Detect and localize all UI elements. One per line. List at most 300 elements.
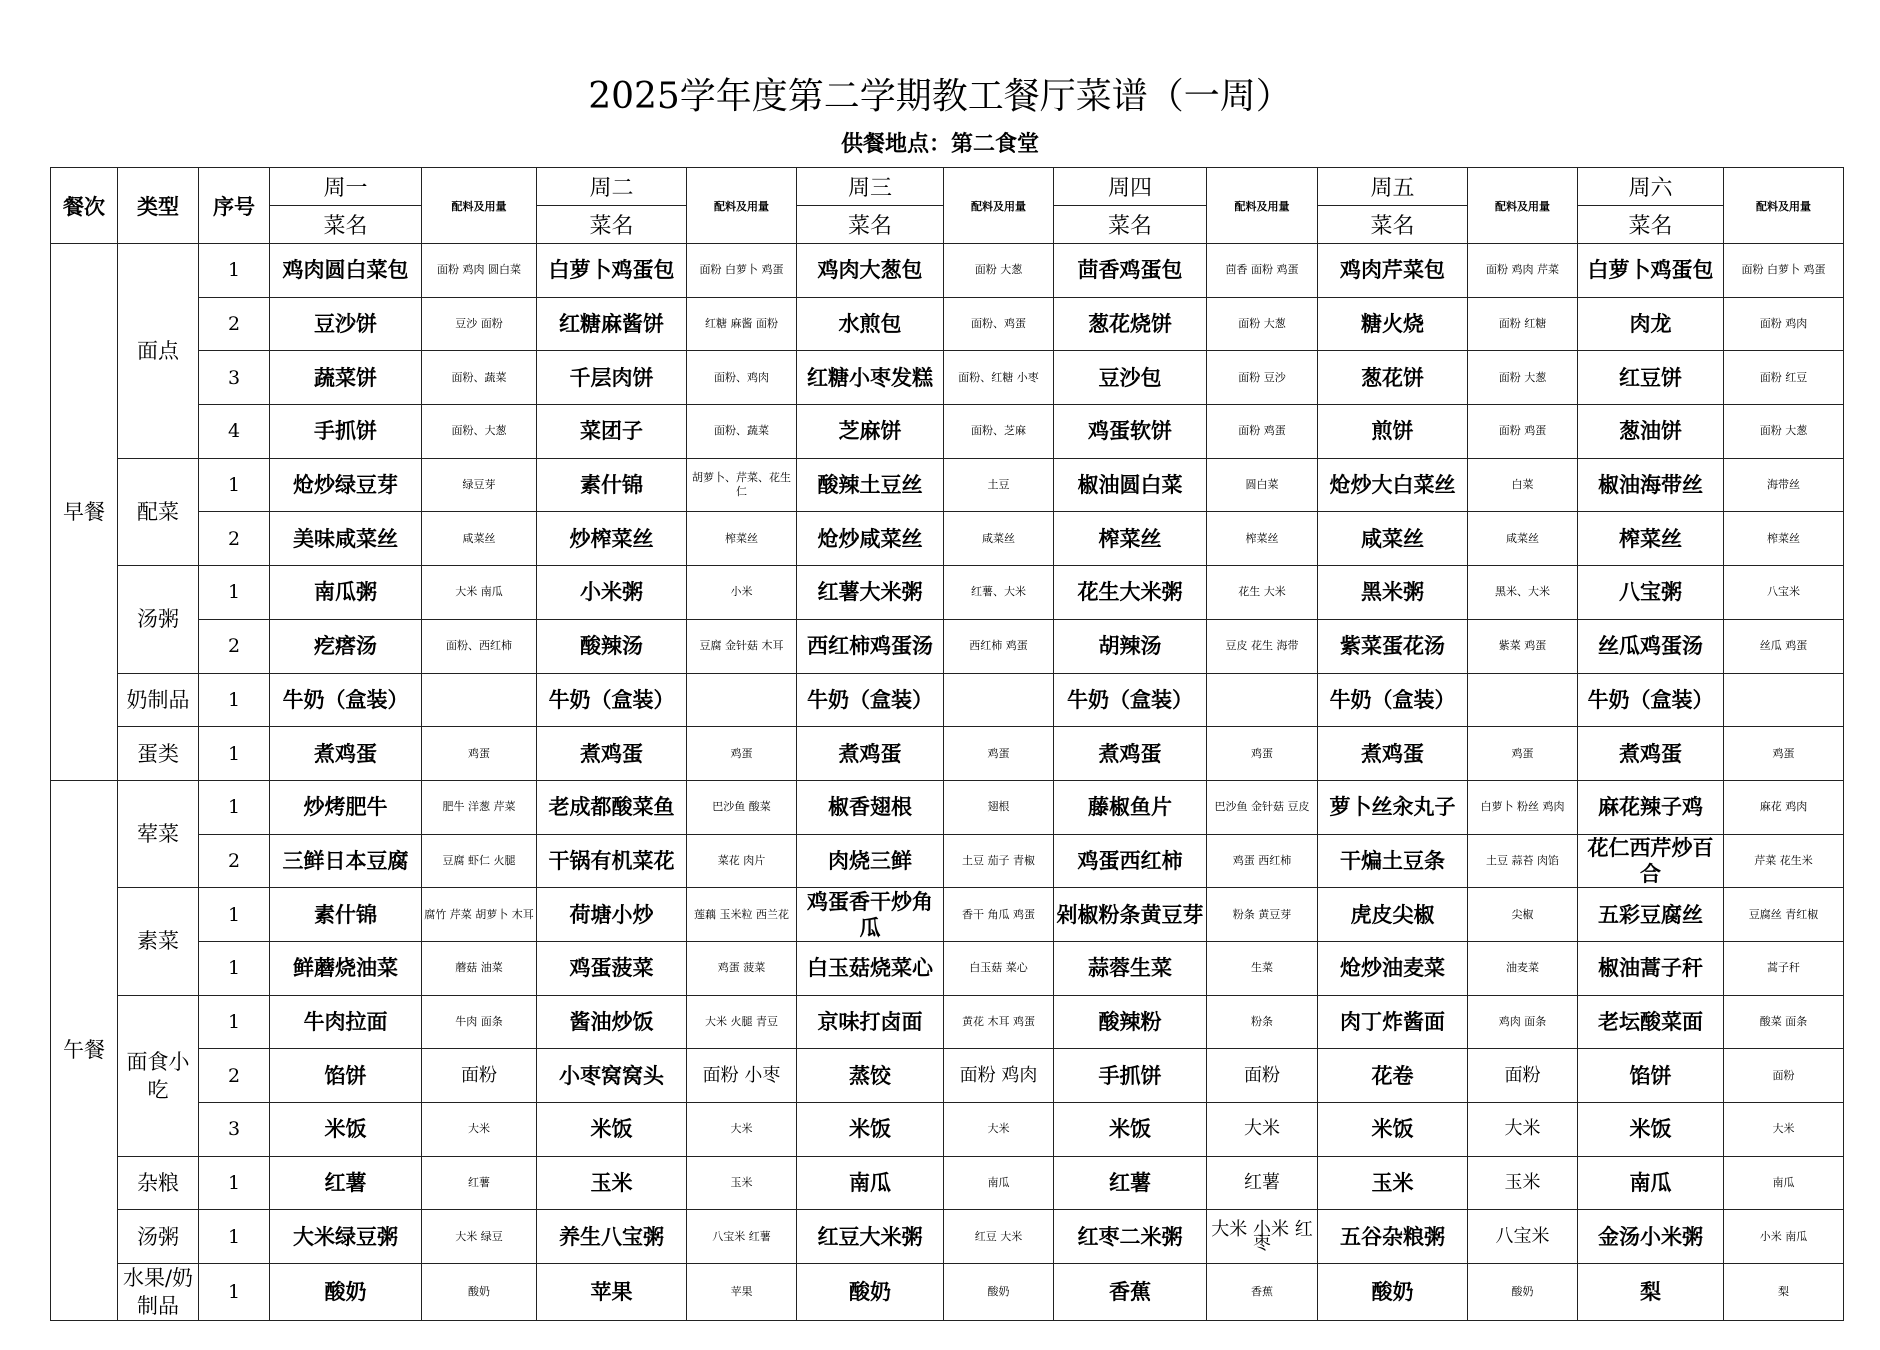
header-dish-name: 菜名: [270, 206, 422, 244]
seq-cell: 2: [199, 1049, 270, 1103]
dish-name-cell: 芝麻饼: [797, 405, 944, 459]
header-ingredients: 配料及用量: [1468, 168, 1578, 244]
ingredient-cell: 圆白菜: [1207, 458, 1318, 512]
ingredient-cell: 南瓜: [944, 1156, 1054, 1210]
ingredient-cell: 小米 南瓜: [1724, 1210, 1844, 1264]
dish-name-cell: 椒香翅根: [797, 780, 944, 834]
header-dish-name: 菜名: [537, 206, 687, 244]
dish-name-cell: 牛奶（盒装）: [537, 673, 687, 727]
ingredient-cell: 土豆: [944, 458, 1054, 512]
ingredient-cell: 咸菜丝: [1468, 512, 1578, 566]
seq-cell: 1: [199, 673, 270, 727]
dish-name-cell: 米饭: [1318, 1103, 1468, 1157]
dish-name-cell: 老成都酸菜鱼: [537, 780, 687, 834]
dish-name-cell: 养生八宝粥: [537, 1210, 687, 1264]
ingredient-cell: 海带丝: [1724, 458, 1844, 512]
header-dish-name: 菜名: [1318, 206, 1468, 244]
ingredient-cell: 榨菜丝: [1207, 512, 1318, 566]
dish-name-cell: 米饭: [270, 1103, 422, 1157]
ingredient-cell: 红薯、大米: [944, 566, 1054, 620]
dish-name-cell: 玉米: [1318, 1156, 1468, 1210]
dish-name-cell: 剁椒粉条黄豆芽: [1054, 888, 1207, 942]
ingredient-cell: 面粉 白萝卜 鸡蛋: [1724, 244, 1844, 298]
ingredient-cell: 梨: [1724, 1264, 1844, 1321]
dish-name-cell: 米饭: [797, 1103, 944, 1157]
seq-cell: 1: [199, 566, 270, 620]
ingredient-cell: 苹果: [687, 1264, 797, 1321]
dish-name-cell: 玉米: [537, 1156, 687, 1210]
ingredient-cell: 八宝米: [1468, 1210, 1578, 1264]
dish-name-cell: 红薯: [270, 1156, 422, 1210]
dish-name-cell: 西红柿鸡蛋汤: [797, 619, 944, 673]
header-ingredients: 配料及用量: [687, 168, 797, 244]
dish-name-cell: 五谷杂粮粥: [1318, 1210, 1468, 1264]
ingredient-cell: 大米: [944, 1103, 1054, 1157]
ingredient-cell: 尖椒: [1468, 888, 1578, 942]
ingredient-cell: 菜花 肉片: [687, 834, 797, 888]
menu-row: [51, 244, 1844, 298]
header-dish-name: 菜名: [1054, 206, 1207, 244]
dish-name-cell: 手抓饼: [1054, 1049, 1207, 1103]
dish-name-cell: 素什锦: [537, 458, 687, 512]
header-day-mon: 周一: [270, 168, 422, 206]
ingredient-cell: 南瓜: [1724, 1156, 1844, 1210]
menu-table: [50, 167, 1844, 1321]
dish-name-cell: 煮鸡蛋: [797, 727, 944, 781]
dish-name-cell: 胡辣汤: [1054, 619, 1207, 673]
type-cell: 蛋类: [118, 727, 199, 781]
ingredient-cell: 麻花 鸡肉: [1724, 780, 1844, 834]
dish-name-cell: 酸奶: [270, 1264, 422, 1321]
ingredient-cell: 香蕉: [1207, 1264, 1318, 1321]
ingredient-cell: 豆腐丝 青红椒: [1724, 888, 1844, 942]
ingredient-cell: 面粉、西红柿: [422, 619, 537, 673]
ingredient-cell: [1207, 673, 1318, 727]
dish-name-cell: 葱花饼: [1318, 351, 1468, 405]
dish-name-cell: 茴香鸡蛋包: [1054, 244, 1207, 298]
dish-name-cell: 牛奶（盒装）: [270, 673, 422, 727]
header-ingredients: 配料及用量: [1207, 168, 1318, 244]
dish-name-cell: 红糖麻酱饼: [537, 297, 687, 351]
menu-row: [51, 458, 1844, 512]
ingredient-cell: [1724, 673, 1844, 727]
dish-name-cell: 南瓜粥: [270, 566, 422, 620]
seq-cell: 1: [199, 888, 270, 942]
dish-name-cell: 肉龙: [1578, 297, 1724, 351]
dish-name-cell: 椒油蒿子秆: [1578, 941, 1724, 995]
ingredient-cell: 酸菜 面条: [1724, 995, 1844, 1049]
ingredient-cell: 丝瓜 鸡蛋: [1724, 619, 1844, 673]
dish-name-cell: 花生大米粥: [1054, 566, 1207, 620]
ingredient-cell: [944, 673, 1054, 727]
dish-name-cell: 八宝粥: [1578, 566, 1724, 620]
dish-name-cell: 荷塘小炒: [537, 888, 687, 942]
menu-row: [51, 297, 1844, 351]
type-cell: 面食小吃: [118, 995, 199, 1156]
ingredient-cell: 大米 小米 红枣: [1207, 1210, 1318, 1264]
seq-cell: 1: [199, 244, 270, 298]
header-ingredients: 配料及用量: [422, 168, 537, 244]
dish-name-cell: 炒烤肥牛: [270, 780, 422, 834]
ingredient-cell: 面粉 白萝卜 鸡蛋: [687, 244, 797, 298]
dish-name-cell: 红薯大米粥: [797, 566, 944, 620]
type-cell: 荤菜: [118, 780, 199, 887]
ingredient-cell: 面粉、红糖 小枣: [944, 351, 1054, 405]
dish-name-cell: 小枣窝窝头: [537, 1049, 687, 1103]
ingredient-cell: 八宝米 红薯: [687, 1210, 797, 1264]
dish-name-cell: 鸡蛋菠菜: [537, 941, 687, 995]
ingredient-cell: 大米 绿豆: [422, 1210, 537, 1264]
dish-name-cell: 红豆饼: [1578, 351, 1724, 405]
ingredient-cell: 牛肉 面条: [422, 995, 537, 1049]
header-dish-name: 菜名: [797, 206, 944, 244]
dish-name-cell: 干锅有机菜花: [537, 834, 687, 888]
seq-cell: 3: [199, 1103, 270, 1157]
menu-row: [51, 780, 1844, 834]
ingredient-cell: 鸡蛋 西红柿: [1207, 834, 1318, 888]
dish-name-cell: 五彩豆腐丝: [1578, 888, 1724, 942]
dish-name-cell: 蒜蓉生菜: [1054, 941, 1207, 995]
dish-name-cell: 手抓饼: [270, 405, 422, 459]
ingredient-cell: 面粉 红糖: [1468, 297, 1578, 351]
seq-cell: 2: [199, 512, 270, 566]
ingredient-cell: 土豆 茄子 青椒: [944, 834, 1054, 888]
header-ingredients: 配料及用量: [944, 168, 1054, 244]
dish-name-cell: 鸡蛋软饼: [1054, 405, 1207, 459]
ingredient-cell: 豆皮 花生 海带: [1207, 619, 1318, 673]
ingredient-cell: 鸡蛋: [687, 727, 797, 781]
ingredient-cell: 白玉菇 菜心: [944, 941, 1054, 995]
ingredient-cell: 面粉 鸡肉 圆白菜: [422, 244, 537, 298]
ingredient-cell: 生菜: [1207, 941, 1318, 995]
ingredient-cell: 面粉 大葱: [1724, 405, 1844, 459]
dish-name-cell: 豆沙饼: [270, 297, 422, 351]
ingredient-cell: 面粉 红豆: [1724, 351, 1844, 405]
ingredient-cell: 红薯: [422, 1156, 537, 1210]
dish-name-cell: 米饭: [537, 1103, 687, 1157]
ingredient-cell: 面粉 豆沙: [1207, 351, 1318, 405]
ingredient-cell: 大米: [1724, 1103, 1844, 1157]
header-day-tue: 周二: [537, 168, 687, 206]
seq-cell: 1: [199, 995, 270, 1049]
type-cell: 汤粥: [118, 1210, 199, 1264]
ingredient-cell: 黄花 木耳 鸡蛋: [944, 995, 1054, 1049]
seq-cell: 3: [199, 351, 270, 405]
ingredient-cell: 酸奶: [422, 1264, 537, 1321]
dish-name-cell: 蒸饺: [797, 1049, 944, 1103]
header-meal: 餐次: [51, 168, 118, 244]
ingredient-cell: 蘑菇 油菜: [422, 941, 537, 995]
ingredient-cell: 腐竹 芹菜 胡萝卜 木耳: [422, 888, 537, 942]
type-cell: 面点: [118, 244, 199, 459]
ingredient-cell: 面粉 鸡肉: [1724, 297, 1844, 351]
ingredient-cell: 小米: [687, 566, 797, 620]
ingredient-cell: 大米: [687, 1103, 797, 1157]
type-cell: 杂粮: [118, 1156, 199, 1210]
ingredient-cell: 面粉、蔬菜: [422, 351, 537, 405]
dish-name-cell: 水煎包: [797, 297, 944, 351]
ingredient-cell: 玉米: [1468, 1156, 1578, 1210]
dish-name-cell: 疙瘩汤: [270, 619, 422, 673]
dish-name-cell: 大米绿豆粥: [270, 1210, 422, 1264]
dish-name-cell: 肉丁炸酱面: [1318, 995, 1468, 1049]
ingredient-cell: 花生 大米: [1207, 566, 1318, 620]
dish-name-cell: 麻花辣子鸡: [1578, 780, 1724, 834]
dish-name-cell: 葱花烧饼: [1054, 297, 1207, 351]
dish-name-cell: 虎皮尖椒: [1318, 888, 1468, 942]
menu-row: [51, 941, 1844, 995]
dish-name-cell: 金汤小米粥: [1578, 1210, 1724, 1264]
ingredient-cell: 蒿子秆: [1724, 941, 1844, 995]
dish-name-cell: 煮鸡蛋: [270, 727, 422, 781]
dish-name-cell: 三鲜日本豆腐: [270, 834, 422, 888]
menu-row: [51, 673, 1844, 727]
page-subtitle: 供餐地点：第二食堂: [840, 131, 1039, 157]
dish-name-cell: 鸡肉大葱包: [797, 244, 944, 298]
ingredient-cell: 榨菜丝: [1724, 512, 1844, 566]
ingredient-cell: 面粉 大葱: [944, 244, 1054, 298]
ingredient-cell: 大米: [422, 1103, 537, 1157]
dish-name-cell: 榨菜丝: [1578, 512, 1724, 566]
header-day-wed: 周三: [797, 168, 944, 206]
ingredient-cell: 大米: [1468, 1103, 1578, 1157]
dish-name-cell: 千层肉饼: [537, 351, 687, 405]
ingredient-cell: 面粉: [1207, 1049, 1318, 1103]
dish-name-cell: 丝瓜鸡蛋汤: [1578, 619, 1724, 673]
ingredient-cell: 面粉 大葱: [1468, 351, 1578, 405]
dish-name-cell: 美味咸菜丝: [270, 512, 422, 566]
ingredient-cell: [687, 673, 797, 727]
menu-row: [51, 405, 1844, 459]
dish-name-cell: 榨菜丝: [1054, 512, 1207, 566]
dish-name-cell: 酱油炒饭: [537, 995, 687, 1049]
dish-name-cell: 酸奶: [797, 1264, 944, 1321]
seq-cell: 1: [199, 458, 270, 512]
dish-name-cell: 牛奶（盒装）: [1578, 673, 1724, 727]
dish-name-cell: 干煸土豆条: [1318, 834, 1468, 888]
dish-name-cell: 肉烧三鲜: [797, 834, 944, 888]
dish-name-cell: 米饭: [1578, 1103, 1724, 1157]
ingredient-cell: 豆腐 金针菇 木耳: [687, 619, 797, 673]
ingredient-cell: 白萝卜 粉丝 鸡肉: [1468, 780, 1578, 834]
seq-cell: 1: [199, 780, 270, 834]
menu-row: [51, 512, 1844, 566]
ingredient-cell: 巴沙鱼 金针菇 豆皮: [1207, 780, 1318, 834]
menu-row: [51, 995, 1844, 1049]
dish-name-cell: 酸辣粉: [1054, 995, 1207, 1049]
menu-row: [51, 1049, 1844, 1103]
ingredient-cell: 面粉、大葱: [422, 405, 537, 459]
ingredient-cell: 翅根: [944, 780, 1054, 834]
dish-name-cell: 鸡肉芹菜包: [1318, 244, 1468, 298]
ingredient-cell: 面粉 小枣: [687, 1049, 797, 1103]
ingredient-cell: 土豆 蒜苔 肉馅: [1468, 834, 1578, 888]
menu-row: [51, 1264, 1844, 1321]
dish-name-cell: 苹果: [537, 1264, 687, 1321]
dish-name-cell: 牛奶（盒装）: [1318, 673, 1468, 727]
menu-row: [51, 834, 1844, 888]
seq-cell: 4: [199, 405, 270, 459]
ingredient-cell: 面粉、鸡肉: [687, 351, 797, 405]
header-day-fri: 周五: [1318, 168, 1468, 206]
ingredient-cell: 大米 火腿 青豆: [687, 995, 797, 1049]
dish-name-cell: 红豆大米粥: [797, 1210, 944, 1264]
dish-name-cell: 煎饼: [1318, 405, 1468, 459]
dish-name-cell: 素什锦: [270, 888, 422, 942]
dish-name-cell: 葱油饼: [1578, 405, 1724, 459]
dish-name-cell: 红薯: [1054, 1156, 1207, 1210]
meal-cell: 早餐: [51, 244, 118, 781]
dish-name-cell: 黑米粥: [1318, 566, 1468, 620]
ingredient-cell: 面粉 鸡蛋: [1207, 405, 1318, 459]
dish-name-cell: 煮鸡蛋: [1054, 727, 1207, 781]
header-type: 类型: [118, 168, 199, 244]
dish-name-cell: 炝炒油麦菜: [1318, 941, 1468, 995]
ingredient-cell: 面粉、蔬菜: [687, 405, 797, 459]
ingredient-cell: 八宝米: [1724, 566, 1844, 620]
dish-name-cell: 南瓜: [1578, 1156, 1724, 1210]
seq-cell: 2: [199, 834, 270, 888]
dish-name-cell: 煮鸡蛋: [537, 727, 687, 781]
menu-row: [51, 1210, 1844, 1264]
header-dish-name: 菜名: [1578, 206, 1724, 244]
dish-name-cell: 炝炒绿豆芽: [270, 458, 422, 512]
page-title: 2025学年度第二学期教工餐厅菜谱（一周）: [588, 76, 1292, 117]
seq-cell: 1: [199, 1156, 270, 1210]
ingredient-cell: 面粉 鸡肉 芹菜: [1468, 244, 1578, 298]
menu-row: [51, 727, 1844, 781]
dish-name-cell: 紫菜蛋花汤: [1318, 619, 1468, 673]
ingredient-cell: 鸡蛋: [944, 727, 1054, 781]
ingredient-cell: 咸菜丝: [944, 512, 1054, 566]
header-day-sat: 周六: [1578, 168, 1724, 206]
menu-row: [51, 351, 1844, 405]
ingredient-cell: 红豆 大米: [944, 1210, 1054, 1264]
seq-cell: 2: [199, 297, 270, 351]
dish-name-cell: 南瓜: [797, 1156, 944, 1210]
dish-name-cell: 红枣二米粥: [1054, 1210, 1207, 1264]
dish-name-cell: 小米粥: [537, 566, 687, 620]
ingredient-cell: 鸡蛋: [1724, 727, 1844, 781]
ingredient-cell: 鸡蛋: [1468, 727, 1578, 781]
dish-name-cell: 京味打卤面: [797, 995, 944, 1049]
dish-name-cell: 白萝卜鸡蛋包: [1578, 244, 1724, 298]
menu-row: [51, 619, 1844, 673]
ingredient-cell: 绿豆芽: [422, 458, 537, 512]
seq-cell: 1: [199, 941, 270, 995]
dish-name-cell: 豆沙包: [1054, 351, 1207, 405]
ingredient-cell: 香干 角瓜 鸡蛋: [944, 888, 1054, 942]
ingredient-cell: 咸菜丝: [422, 512, 537, 566]
seq-cell: 1: [199, 727, 270, 781]
seq-cell: 1: [199, 1264, 270, 1321]
dish-name-cell: 鸡蛋西红柿: [1054, 834, 1207, 888]
menu-row: [51, 1156, 1844, 1210]
dish-name-cell: 蔬菜饼: [270, 351, 422, 405]
dish-name-cell: 椒油圆白菜: [1054, 458, 1207, 512]
ingredient-cell: 黑米、大米: [1468, 566, 1578, 620]
menu-row: [51, 888, 1844, 942]
ingredient-cell: 巴沙鱼 酸菜: [687, 780, 797, 834]
dish-name-cell: 炝炒咸菜丝: [797, 512, 944, 566]
dish-name-cell: 花卷: [1318, 1049, 1468, 1103]
ingredient-cell: 面粉: [1468, 1049, 1578, 1103]
header-row-days: [51, 168, 1844, 206]
ingredient-cell: 油麦菜: [1468, 941, 1578, 995]
dish-name-cell: 米饭: [1054, 1103, 1207, 1157]
dish-name-cell: 萝卜丝汆丸子: [1318, 780, 1468, 834]
ingredient-cell: 白菜: [1468, 458, 1578, 512]
dish-name-cell: 红糖小枣发糕: [797, 351, 944, 405]
ingredient-cell: 鸡肉 面条: [1468, 995, 1578, 1049]
dish-name-cell: 酸辣汤: [537, 619, 687, 673]
dish-name-cell: 鸡肉圆白菜包: [270, 244, 422, 298]
ingredient-cell: 芹菜 花生米: [1724, 834, 1844, 888]
dish-name-cell: 牛奶（盒装）: [1054, 673, 1207, 727]
type-cell: 水果/奶制品: [118, 1264, 199, 1321]
dish-name-cell: 鸡蛋香干炒角瓜: [797, 888, 944, 942]
ingredient-cell: 大米 南瓜: [422, 566, 537, 620]
dish-name-cell: 花仁西芹炒百合: [1578, 834, 1724, 888]
menu-row: [51, 566, 1844, 620]
dish-name-cell: 炝炒大白菜丝: [1318, 458, 1468, 512]
ingredient-cell: 鸡蛋 菠菜: [687, 941, 797, 995]
type-cell: 素菜: [118, 888, 199, 995]
dish-name-cell: 老坛酸菜面: [1578, 995, 1724, 1049]
ingredient-cell: 大米: [1207, 1103, 1318, 1157]
dish-name-cell: 酸奶: [1318, 1264, 1468, 1321]
ingredient-cell: 酸奶: [944, 1264, 1054, 1321]
dish-name-cell: 藤椒鱼片: [1054, 780, 1207, 834]
ingredient-cell: 面粉 大葱: [1207, 297, 1318, 351]
ingredient-cell: 红糖 麻酱 面粉: [687, 297, 797, 351]
dish-name-cell: 酸辣土豆丝: [797, 458, 944, 512]
dish-name-cell: 白萝卜鸡蛋包: [537, 244, 687, 298]
dish-name-cell: 牛奶（盒装）: [797, 673, 944, 727]
ingredient-cell: 面粉、芝麻: [944, 405, 1054, 459]
dish-name-cell: 煮鸡蛋: [1578, 727, 1724, 781]
dish-name-cell: 鲜蘑烧油菜: [270, 941, 422, 995]
ingredient-cell: 玉米: [687, 1156, 797, 1210]
ingredient-cell: 豆沙 面粉: [422, 297, 537, 351]
dish-name-cell: 咸菜丝: [1318, 512, 1468, 566]
ingredient-cell: 豆腐 虾仁 火腿: [422, 834, 537, 888]
ingredient-cell: 鸡蛋: [1207, 727, 1318, 781]
ingredient-cell: 酸奶: [1468, 1264, 1578, 1321]
ingredient-cell: 面粉、鸡蛋: [944, 297, 1054, 351]
dish-name-cell: 香蕉: [1054, 1264, 1207, 1321]
ingredient-cell: 面粉: [422, 1049, 537, 1103]
seq-cell: 2: [199, 619, 270, 673]
header-day-thu: 周四: [1054, 168, 1207, 206]
ingredient-cell: 面粉 鸡肉: [944, 1049, 1054, 1103]
ingredient-cell: [1468, 673, 1578, 727]
ingredient-cell: 胡萝卜、芹菜、花生仁: [687, 458, 797, 512]
ingredient-cell: 肥牛 洋葱 芹菜: [422, 780, 537, 834]
header-ingredients: 配料及用量: [1724, 168, 1844, 244]
ingredient-cell: 紫菜 鸡蛋: [1468, 619, 1578, 673]
ingredient-cell: 面粉 鸡蛋: [1468, 405, 1578, 459]
dish-name-cell: 糖火烧: [1318, 297, 1468, 351]
dish-name-cell: 煮鸡蛋: [1318, 727, 1468, 781]
type-cell: 配菜: [118, 458, 199, 565]
type-cell: 奶制品: [118, 673, 199, 727]
dish-name-cell: 牛肉拉面: [270, 995, 422, 1049]
ingredient-cell: 鸡蛋: [422, 727, 537, 781]
ingredient-cell: 茴香 面粉 鸡蛋: [1207, 244, 1318, 298]
type-cell: 汤粥: [118, 566, 199, 673]
seq-cell: 1: [199, 1210, 270, 1264]
